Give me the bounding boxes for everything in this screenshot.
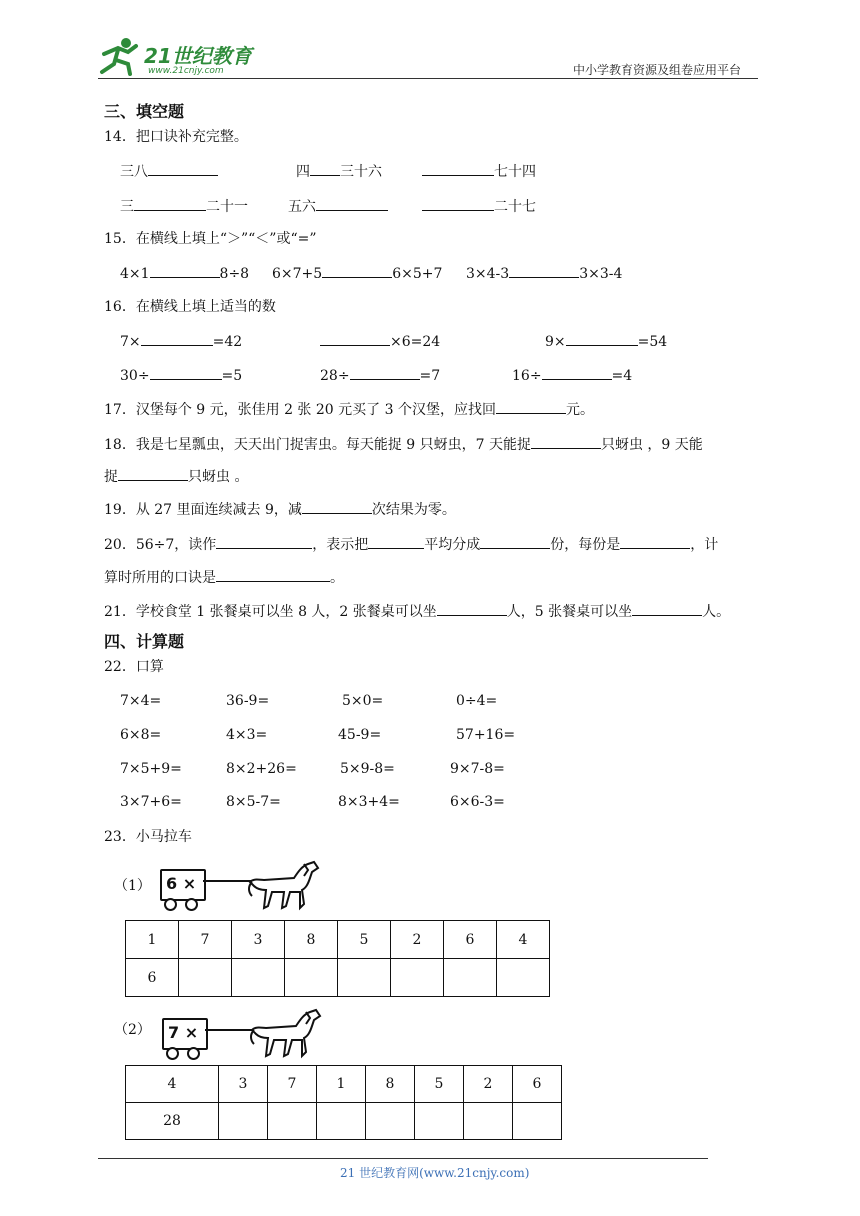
answer-blank[interactable] — [302, 499, 372, 514]
answer-cell[interactable] — [512, 1103, 561, 1140]
calc-item: 4×3= — [226, 727, 268, 743]
answer-blank[interactable] — [150, 365, 222, 380]
q20-line2 — [104, 567, 344, 588]
q14-item — [296, 161, 382, 182]
table-cell: 3 — [218, 1066, 267, 1103]
footer-rule — [98, 1158, 708, 1159]
q23-prompt: 23．小马拉车 — [104, 829, 192, 845]
q16-item — [120, 365, 242, 386]
q16-e-pre: 28÷ — [320, 368, 350, 384]
q18-line1 — [104, 434, 703, 455]
table-cell: 6 — [444, 921, 497, 959]
table-cell: 1 — [126, 921, 179, 959]
q14-r1b-pre: 四 — [296, 164, 310, 180]
answer-blank[interactable] — [422, 196, 494, 211]
q21-p1: 21．学校食堂 1 张餐桌可以坐 8 人，2 张餐桌可以坐 — [104, 604, 437, 620]
q15-a-post: 8÷8 — [219, 266, 250, 282]
calc-item: 3×7+6= — [120, 794, 182, 810]
answer-cell[interactable] — [391, 959, 444, 997]
table-cell: 2 — [463, 1066, 512, 1103]
answer-cell[interactable] — [267, 1103, 316, 1140]
q15-b-post: 6×5+7 — [392, 266, 443, 282]
answer-blank[interactable] — [632, 601, 702, 616]
answer-blank[interactable] — [118, 466, 188, 481]
answer-cell[interactable] — [414, 1103, 463, 1140]
answer-cell[interactable] — [218, 1103, 267, 1140]
q14-prompt: 14．把口诀补充完整。 — [104, 129, 248, 145]
q14-item — [422, 161, 536, 182]
q16-d-post: =5 — [221, 368, 243, 384]
cart-wheel-icon — [185, 898, 198, 911]
q16-a-pre: 7× — [120, 334, 141, 350]
q17-post: 元。 — [565, 402, 594, 418]
section3-title: 三、填空题 — [104, 102, 185, 121]
calc-item: 5×0= — [342, 693, 384, 709]
calc-item: 5×9-8= — [340, 761, 395, 777]
q14-r1b-post: 三十六 — [340, 164, 382, 180]
q16-item — [320, 365, 440, 386]
q14-r2a-pre: 三 — [120, 199, 134, 215]
table-cell: 28 — [126, 1103, 219, 1140]
cart-wheel-icon — [187, 1047, 200, 1060]
q14-item — [120, 161, 218, 182]
answer-cell[interactable] — [316, 1103, 365, 1140]
q16-c-post: =54 — [637, 334, 668, 350]
answer-blank[interactable] — [496, 399, 566, 414]
q16-a-post: =42 — [212, 334, 243, 350]
answer-blank[interactable] — [134, 196, 206, 211]
q16-item — [320, 331, 440, 352]
q17-text: 17．汉堡每个 9 元，张佳用 2 张 20 元买了 3 个汉堡，应找回 — [104, 402, 496, 418]
q20-line1 — [104, 534, 718, 555]
q18-line2-post: 只蚜虫 。 — [188, 469, 249, 485]
q15-c-post: 3×3-4 — [579, 266, 623, 282]
q15-item — [466, 263, 622, 284]
q14-r2b: 五六 — [288, 199, 316, 215]
q15-a-pre: 4×1 — [120, 266, 150, 282]
q16-f-post: =4 — [611, 368, 633, 384]
q23-table-1 — [125, 920, 550, 997]
q14-item — [288, 196, 388, 217]
answer-blank[interactable] — [620, 534, 690, 549]
calc-item: 9×7-8= — [450, 761, 505, 777]
answer-blank[interactable] — [216, 567, 330, 582]
footer-link[interactable]: 21 世纪教育网(www.21cnjy.com) — [340, 1166, 530, 1180]
answer-blank[interactable] — [437, 601, 507, 616]
q18-text: 18．我是七星瓢虫，天天出门捉害虫。每天能捉 9 只蚜虫，7 天能捉 — [104, 437, 531, 453]
q19 — [104, 499, 456, 520]
table-cell: 6 — [126, 959, 179, 997]
q20-p2: ，表示把 — [312, 537, 369, 553]
q23-part2-label: （2） — [114, 1022, 151, 1038]
answer-blank[interactable] — [322, 263, 392, 278]
answer-blank[interactable] — [531, 434, 601, 449]
q16-b-post: ×6=24 — [390, 334, 441, 350]
cart-label: 6 × — [166, 874, 197, 893]
calc-item: 7×5+9= — [120, 761, 182, 777]
cart-label: 7 × — [168, 1023, 199, 1042]
q14-r1a: 三八 — [120, 164, 148, 180]
q16-item — [120, 331, 242, 352]
q23-part1-label: （1） — [114, 878, 151, 894]
table-cell: 7 — [179, 921, 232, 959]
table-cell: 3 — [232, 921, 285, 959]
q15-c-pre: 3×4-3 — [466, 266, 510, 282]
answer-blank[interactable] — [480, 534, 550, 549]
table-cell: 5 — [414, 1066, 463, 1103]
table-cell: 1 — [316, 1066, 365, 1103]
q18-post: 只蚜虫 ，9 天能 — [600, 437, 703, 453]
runner-logo-icon — [96, 36, 142, 76]
answer-cell[interactable] — [179, 959, 232, 997]
section4-title: 四、计算题 — [104, 632, 185, 651]
q17 — [104, 399, 594, 420]
q20-p1: 20．56÷7，读作 — [104, 537, 217, 553]
q20-p3: 平均分成 — [424, 537, 481, 553]
table-cell: 5 — [338, 921, 391, 959]
q21-p3: 人。 — [702, 604, 731, 620]
answer-blank[interactable] — [509, 263, 579, 278]
q16-f-pre: 16÷ — [512, 368, 542, 384]
answer-cell[interactable] — [497, 959, 550, 997]
header-platform-text: 中小学教育资源及组卷应用平台 — [573, 63, 742, 77]
q15-item — [272, 263, 442, 284]
calc-item: 45-9= — [338, 727, 382, 743]
horse-icon — [246, 860, 322, 912]
q14-item — [422, 196, 536, 217]
q14-r2a-post: 二十一 — [206, 199, 248, 215]
answer-cell[interactable] — [463, 1103, 512, 1140]
answer-blank[interactable] — [320, 331, 390, 346]
q21 — [104, 601, 730, 622]
table-cell: 4 — [497, 921, 550, 959]
answer-blank[interactable] — [368, 534, 424, 549]
header-rule — [98, 78, 758, 79]
table-cell: 8 — [365, 1066, 414, 1103]
answer-blank[interactable] — [141, 331, 213, 346]
calc-item: 57+16= — [456, 727, 516, 743]
calc-item: 0÷4= — [456, 693, 498, 709]
q20-line2-pre: 算时所用的口诀是 — [104, 570, 216, 586]
q18-line2 — [104, 466, 248, 487]
answer-cell[interactable] — [285, 959, 338, 997]
q15-item — [120, 263, 249, 284]
answer-cell[interactable] — [365, 1103, 414, 1140]
q19-post: 次结果为零。 — [371, 502, 456, 518]
q16-item — [512, 365, 632, 386]
calc-item: 8×2+26= — [226, 761, 297, 777]
answer-cell[interactable] — [338, 959, 391, 997]
answer-blank[interactable] — [422, 161, 494, 176]
calc-item: 8×5-7= — [226, 794, 281, 810]
calc-item: 6×6-3= — [450, 794, 505, 810]
logo-text: 21世纪教育 — [144, 44, 252, 68]
answer-cell[interactable] — [444, 959, 497, 997]
q16-item — [545, 331, 667, 352]
answer-blank[interactable] — [316, 196, 388, 211]
table-cell: 8 — [285, 921, 338, 959]
answer-blank[interactable] — [216, 534, 312, 549]
q21-p2: 人，5 张餐桌可以坐 — [506, 604, 633, 620]
q16-d-pre: 30÷ — [120, 368, 150, 384]
logo-url: www.21cnjy.com — [148, 66, 224, 76]
q14-item — [120, 196, 248, 217]
cart-wheel-icon — [164, 898, 177, 911]
q18-line2-pre: 捉 — [104, 469, 118, 485]
horse-icon — [248, 1008, 324, 1060]
q19-text: 19．从 27 里面连续减去 9，减 — [104, 502, 302, 518]
table-cell: 6 — [512, 1066, 561, 1103]
answer-blank[interactable] — [542, 365, 612, 380]
q22-prompt: 22．口算 — [104, 659, 164, 675]
calc-item: 7×4= — [120, 693, 162, 709]
q14-r2c: 二十七 — [494, 199, 536, 215]
calc-item: 8×3+4= — [338, 794, 400, 810]
answer-blank[interactable] — [350, 365, 420, 380]
calc-item: 6×8= — [120, 727, 162, 743]
q15-b-pre: 6×7+5 — [272, 266, 323, 282]
answer-blank[interactable] — [148, 161, 218, 176]
q16-e-post: =7 — [419, 368, 441, 384]
q20-p5: ，计 — [690, 537, 719, 553]
answer-blank[interactable] — [310, 161, 340, 176]
table-cell: 4 — [126, 1066, 219, 1103]
q20-line2-post: 。 — [330, 570, 344, 586]
q20-p4: 份，每份是 — [550, 537, 621, 553]
answer-cell[interactable] — [232, 959, 285, 997]
q16-prompt: 16．在横线上填上适当的数 — [104, 299, 276, 315]
calc-item: 36-9= — [226, 693, 270, 709]
table-cell: 7 — [267, 1066, 316, 1103]
q23-table-2 — [125, 1065, 562, 1140]
q16-c-pre: 9× — [545, 334, 566, 350]
table-cell: 2 — [391, 921, 444, 959]
q15-prompt: 15．在横线上填上“＞”“＜”或“=” — [104, 231, 317, 247]
answer-blank[interactable] — [150, 263, 220, 278]
answer-blank[interactable] — [566, 331, 638, 346]
cart-wheel-icon — [166, 1047, 179, 1060]
q14-r1c: 七十四 — [494, 164, 536, 180]
header — [0, 0, 860, 90]
